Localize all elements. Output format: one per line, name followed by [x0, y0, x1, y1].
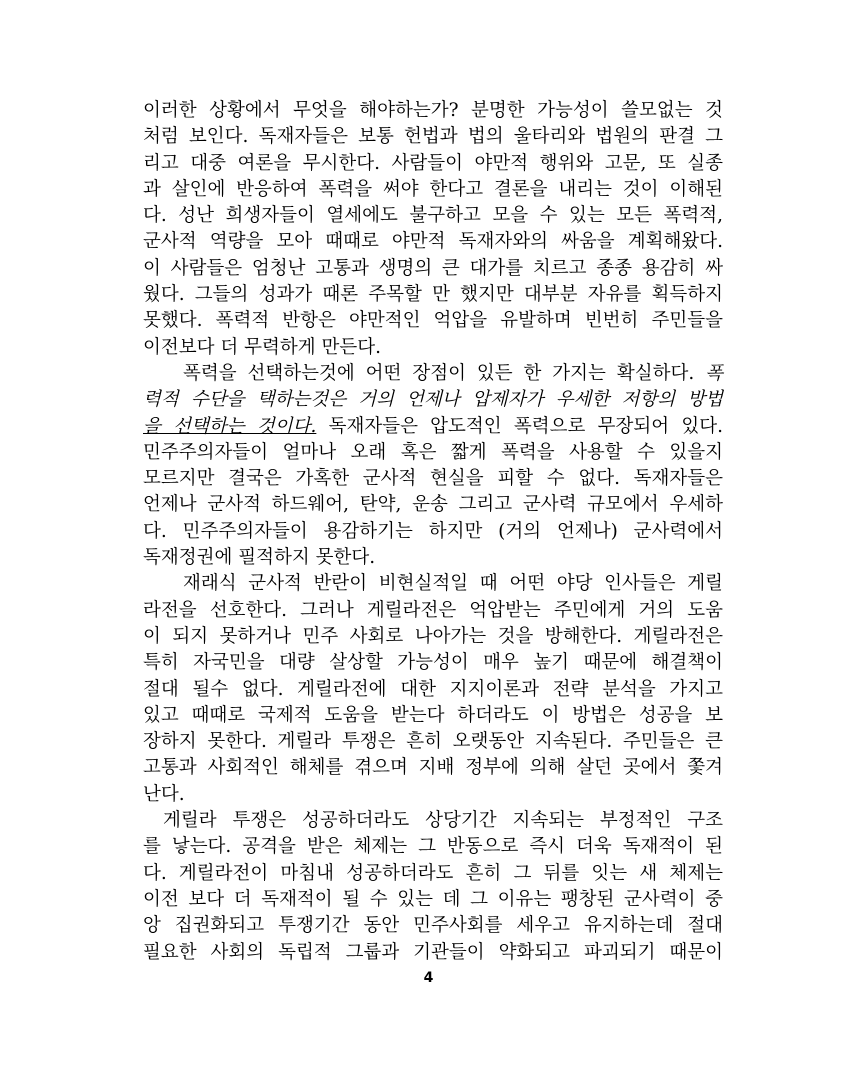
text-line: 웠다. 그들의 성과가 때론 주목할 만 했지만 대부분 자유를 획득하지 — [143, 284, 723, 306]
text-line: 민주주의자들이 얼마나 오래 혹은 짧게 폭력을 사용할 수 있을지 — [143, 441, 723, 463]
plain-text: 독재자들은 압도적인 폭력으로 무장되어 있다. — [316, 415, 723, 437]
text-line: 를 낳는다. 공격을 받은 체제는 그 반동으로 즉시 더욱 독재적이 된 — [143, 836, 723, 858]
text-line: 난다. — [143, 783, 185, 805]
paragraph-2 — [143, 361, 723, 571]
text-line: 게릴라 투쟁은 성공하더라도 상당기간 지속되는 부정적인 구조 — [163, 810, 723, 832]
text-line: 있고 때때로 국제적 도움을 받는다 하더라도 이 방법은 성공을 보 — [143, 704, 723, 726]
text-line: 독재정권에 필적하지 못한다. — [143, 547, 376, 569]
paragraph-3 — [143, 571, 723, 808]
text-line: 특히 자국민을 대량 살상할 가능성이 매우 높기 때문에 해결책이 — [143, 652, 723, 674]
page-number: 4 — [423, 970, 434, 986]
text-line: 장하지 못한다. 게릴라 투쟁은 흔히 오랫동안 지속된다. 주민들은 큰 — [143, 731, 723, 753]
body-text — [143, 98, 723, 966]
italic-underlined-text — [143, 416, 316, 437]
text-line: 이러한 상황에서 무엇을 해야하는가? 분명한 가능성이 쓸모없는 것 — [143, 100, 723, 121]
text-line: 앙 집권화되고 투쟁기간 동안 민주사회를 세우고 유지하는데 절대 — [143, 915, 723, 937]
text-line: 재래식 군사적 반란이 비현실적일 때 어떤 야당 인사들은 게릴 — [183, 573, 723, 595]
text-line: 절대 될수 없다. 게릴라전에 대한 지지이론과 전략 분석을 가지고 — [143, 678, 723, 700]
text-line: 군사적 역량을 모아 때때로 야만적 독재자와의 싸움을 계획해왔다. — [143, 231, 723, 253]
text-line: 다. 게릴라전이 마침내 성공하더라도 흔히 그 뒤를 잇는 새 체제는 — [143, 862, 723, 884]
text-line: 다. 민주주의자들이 용감하기는 하지만 (거의 언제나) 군사력에서 — [143, 520, 723, 542]
text-line: 라전을 선호한다. 그러나 게릴라전은 억압받는 주민에게 거의 도움 — [143, 599, 723, 621]
text-line: 처럼 보인다. 독재자들은 보통 헌법과 법의 울타리와 법원의 판결 그 — [143, 126, 723, 148]
italic-text: 력적 수단을 택하는것은 거의 언제나 압제자가 우세한 저항의 방법 — [143, 389, 723, 411]
text-line: 이 되지 못하거나 민주 사회로 나아가는 것을 방해한다. 게릴라전은 — [143, 625, 723, 647]
text-line: 이 사람들은 엄청난 고통과 생명의 큰 대가를 치르고 종종 용감히 싸 — [143, 257, 723, 279]
paragraph-4 — [143, 808, 723, 966]
text-line: 못했다. 폭력적 반항은 야만적인 억압을 유발하며 빈번히 주민들을 — [143, 310, 723, 332]
text-line-mixed — [143, 414, 723, 440]
text-line: 다. 성난 희생자들이 열세에도 불구하고 모을 수 있는 모든 폭력적, — [143, 205, 723, 227]
underlined-text: 을 선택하는 것이다. — [143, 415, 317, 437]
italic-text: 폭 — [705, 362, 723, 384]
text-line: 필요한 사회의 독립적 그룹과 기관들이 약화되고 파괴되기 때문이 — [143, 941, 723, 963]
text-line: 고통과 사회적인 해체를 겪으며 지배 정부에 의해 살던 곳에서 쫓겨 — [143, 757, 723, 779]
text-line: 과 살인에 반응하여 폭력을 써야 한다고 결론을 내리는 것이 이해된 — [143, 178, 723, 200]
paragraph-1 — [143, 98, 723, 361]
text-line: 모르지만 결국은 가혹한 군사적 현실을 피할 수 없다. 독재자들은 — [143, 468, 723, 490]
text-line: 이전보다 더 무력하게 만든다. — [143, 336, 381, 358]
text-line: 이전 보다 더 독재적이 될 수 있는 데 그 이유는 팽창된 군사력이 중 — [143, 888, 723, 910]
text-line-italic — [143, 387, 723, 413]
text-line: 리고 대중 여론을 무시한다. 사람들이 야만적 행위와 고문, 또 실종 — [143, 152, 723, 174]
text-line: 언제나 군사적 하드웨어, 탄약, 운송 그리고 군사력 규모에서 우세하 — [143, 494, 723, 516]
plain-text: 폭력을 선택하는것에 어떤 장점이 있든 한 가지는 확실하다. — [183, 362, 706, 384]
text-line-mixed — [143, 361, 723, 387]
